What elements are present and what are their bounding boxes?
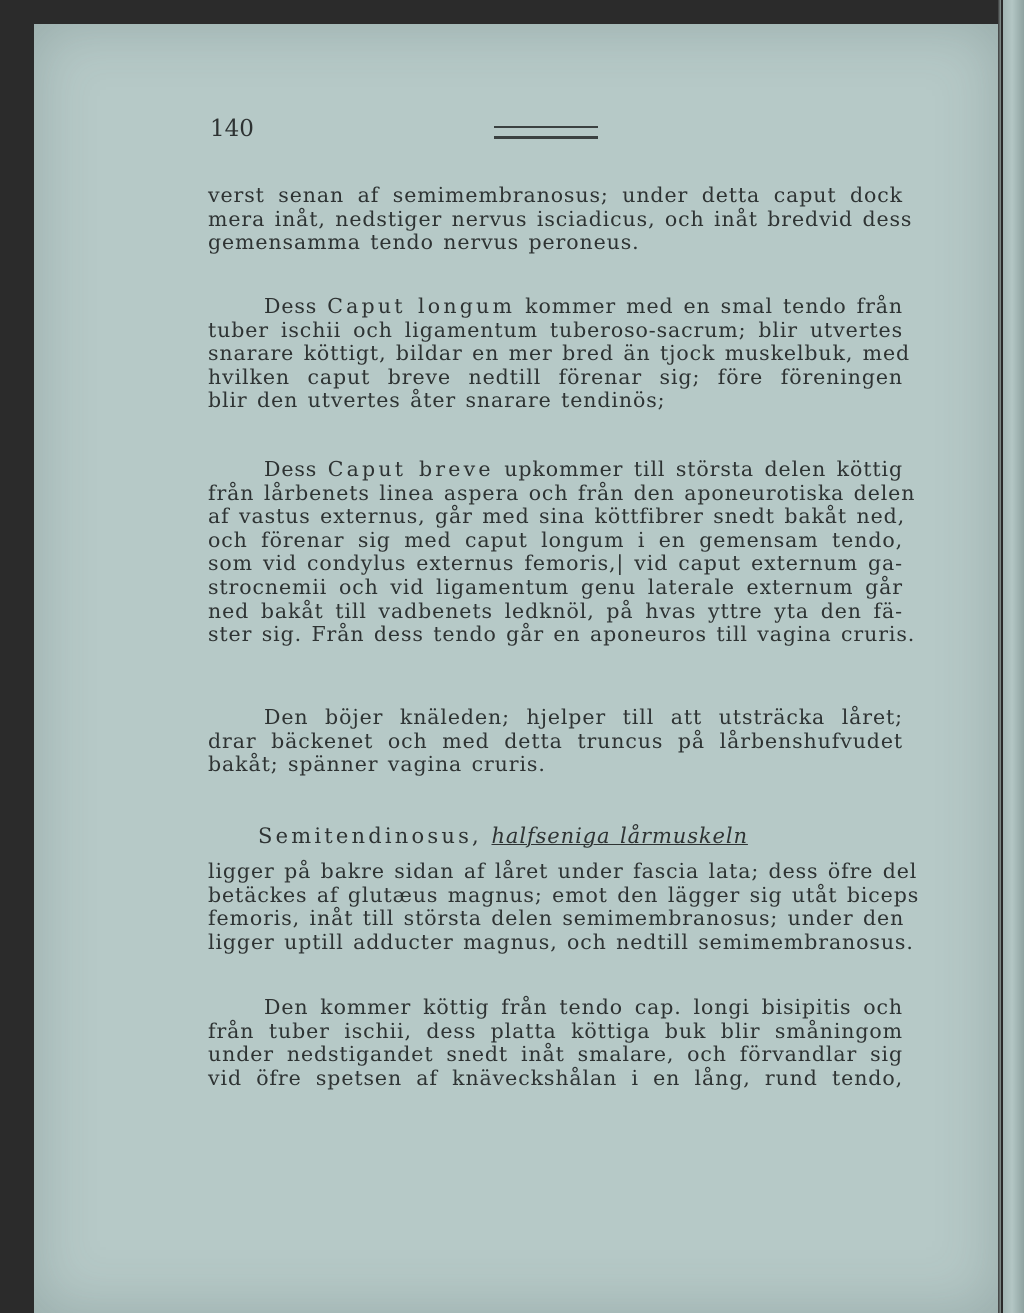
text-line: hvilken caput breve nedtill förenar sig; före föreningen <box>208 364 903 389</box>
paragraph-function <box>208 706 903 777</box>
paragraph-lead: Dess <box>264 294 318 318</box>
text-line: gemensamma tendo nervus peroneus. <box>208 230 640 255</box>
text-line: betäckes af glutæus magnus; emot den lägger sig utåt biceps <box>208 882 920 907</box>
paragraph-lead: Dess <box>264 457 318 481</box>
text-line: ned bakåt till vadbenets ledknöl, på hvas yttre yta den fä- <box>208 598 903 623</box>
text-line: Den böjer knäleden; hjelper till att utsträcka låret; <box>264 705 903 729</box>
text-line: drar bäckenet och med detta truncus på lårbenshufvudet <box>208 728 903 753</box>
header-rule <box>494 126 598 139</box>
text-line: som vid condylus externus femoris,| vid caput externum ga- <box>208 551 903 576</box>
text-line: vid öfre spetsen af knäveckshålan i en lång, rund tendo, <box>208 1065 903 1090</box>
paragraph-caput-breve <box>208 457 916 647</box>
text-line: blir den utvertes åter snarare tendinös; <box>208 388 666 413</box>
paragraph-semitendinosus-location <box>208 859 920 954</box>
page-number: 140 <box>210 116 254 142</box>
text-line: ligger uptill adducter magnus, och nedtill semimembranosus. <box>208 929 914 954</box>
paragraph-1 <box>208 183 913 255</box>
text-line: femoris, inåt till största delen semimembranosus; under den <box>208 906 905 931</box>
section-heading <box>258 824 748 848</box>
heading-term: Semitendinosus, <box>258 824 482 848</box>
paragraph-caput-longum <box>208 294 911 413</box>
text-line: från lårbenets linea aspera och från den aponeurotiska delen <box>208 480 916 505</box>
text-line: ster sig. Från dess tendo går en aponeuros till vagina cruris. <box>208 622 916 647</box>
text-line: under nedstigandet snedt inåt smalare, och förvandlar sig <box>208 1042 903 1067</box>
text-line: snarare köttigt, bildar en mer bred än tjock muskelbuk, med <box>208 341 911 366</box>
text-line: från tuber ischii, dess platta köttiga buk blir småningom <box>208 1018 903 1043</box>
text-line <box>208 458 903 482</box>
text-line: och förenar sig med caput longum i en gemensam tendo, <box>208 527 903 552</box>
term-caput-breve: Caput breve <box>327 457 494 481</box>
text-line: strocnemii och vid ligamentum genu laterale externum går <box>208 574 903 599</box>
text-line: ligger på bakre sidan af låret under fascia lata; dess öfre del <box>208 859 918 883</box>
heading-gloss: halfseniga lårmuskeln <box>491 824 748 848</box>
text-line: bakåt; spänner vagina cruris. <box>208 752 546 777</box>
text-run: upkommer till största delen köttig <box>493 457 903 481</box>
text-line: af vastus externus, går med sina köttfibrer snedt bakåt ned, <box>208 504 906 529</box>
text-line: mera inåt, nedstiger nervus isciadicus, och inåt bredvid dess <box>208 206 913 231</box>
paragraph-semitendinosus-origin <box>208 996 903 1090</box>
text-line <box>208 295 903 319</box>
text-line: tuber ischii och ligamentum tuberoso-sacrum; blir utvertes <box>208 317 903 342</box>
next-page-edge <box>998 0 1024 1313</box>
text-run: kommer med en smal tendo från <box>515 294 903 318</box>
text-line: verst senan af semimembranosus; under detta caput dock <box>208 183 903 207</box>
term-caput-longum: Caput longum <box>327 294 516 318</box>
page-crease <box>1001 0 1003 1313</box>
text-line: Den kommer köttig från tendo cap. longi bisipitis och <box>264 995 903 1019</box>
